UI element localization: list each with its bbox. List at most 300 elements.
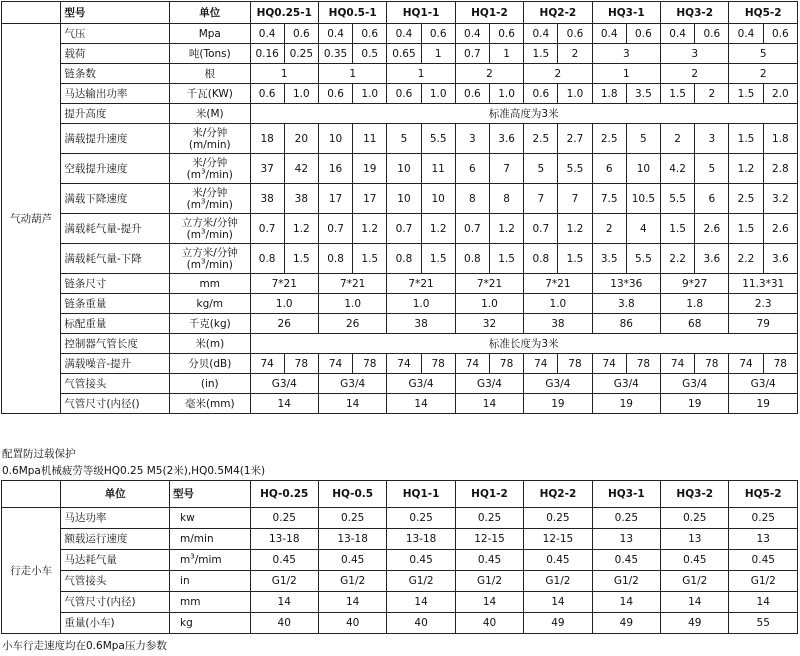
row-label: 重量(小车) xyxy=(61,613,170,634)
row-unit xyxy=(170,184,251,214)
value-cell: 12-15 xyxy=(524,529,592,550)
value-cell: 0.8 xyxy=(524,244,558,274)
value-cell: 74 xyxy=(524,354,558,374)
value-cell: G3/4 xyxy=(729,374,798,394)
value-cell: 3 xyxy=(455,124,489,154)
row-unit xyxy=(170,550,251,571)
value-cell: 13 xyxy=(592,529,660,550)
unit-text-line2: (m xyxy=(186,228,201,241)
model-header: HQ3-2 xyxy=(661,481,729,508)
value-cell: 3.5 xyxy=(592,244,626,274)
value-cell: 74 xyxy=(455,354,489,374)
value-cell: 0.4 xyxy=(250,24,284,44)
value-cell: 1.8 xyxy=(661,294,729,314)
value-cell: 0.7 xyxy=(318,214,352,244)
row-label: 气管接头 xyxy=(61,571,170,592)
trolley-row xyxy=(2,613,798,634)
value-cell: 14 xyxy=(318,394,386,414)
note-fatigue: 0.6Mpa机械疲劳等级HQ0.25 M5(2米),HQ0.5M4(1米) xyxy=(2,465,266,477)
unit-text: 米(M) xyxy=(195,107,224,120)
hoist-spec-table xyxy=(1,1,798,414)
row-unit xyxy=(170,244,251,274)
unit-superscript: 3 xyxy=(200,257,206,265)
value-cell: 0.45 xyxy=(661,550,729,571)
value-cell: 14 xyxy=(250,592,318,613)
value-cell: 2.6 xyxy=(763,214,797,244)
value-cell: 14 xyxy=(455,394,523,414)
value-cell: 0.8 xyxy=(318,244,352,274)
spec-row xyxy=(2,294,798,314)
row-label: 额载运行速度 xyxy=(61,529,170,550)
value-cell: 5.5 xyxy=(661,184,695,214)
row-label: 载荷 xyxy=(61,44,170,64)
model-header: HQ1-2 xyxy=(455,2,523,24)
value-cell: 18 xyxy=(250,124,284,154)
value-cell: 5 xyxy=(729,44,798,64)
spec-row xyxy=(2,394,798,414)
value-cell: 10 xyxy=(318,124,352,154)
value-cell: 1.0 xyxy=(353,84,387,104)
unit-text: mm xyxy=(199,277,221,290)
value-cell: 19 xyxy=(353,154,387,184)
value-cell: 1.2 xyxy=(489,214,523,244)
value-cell: 5 xyxy=(524,154,558,184)
row-unit xyxy=(170,314,251,334)
value-cell: 1.2 xyxy=(284,214,318,244)
value-cell: 1.0 xyxy=(489,84,523,104)
value-cell: 3.5 xyxy=(626,84,660,104)
value-cell: 13-18 xyxy=(318,529,386,550)
value-cell: 标准高度为3米 xyxy=(250,104,797,124)
value-cell: 2.0 xyxy=(763,84,797,104)
value-cell: 74 xyxy=(387,354,421,374)
value-cell: 38 xyxy=(524,314,592,334)
value-cell: 38 xyxy=(387,314,455,334)
value-cell: 7*21 xyxy=(455,274,523,294)
value-cell: 1.5 xyxy=(421,244,455,274)
value-cell: 14 xyxy=(661,592,729,613)
unit-text-end: /min) xyxy=(205,228,233,241)
model-header: HQ0.25-1 xyxy=(250,2,318,24)
value-cell: 8 xyxy=(455,184,489,214)
value-cell: 2 xyxy=(592,214,626,244)
model-header: HQ5-2 xyxy=(729,481,798,508)
unit-text: 分贝(dB) xyxy=(188,357,232,370)
row-label: 气压 xyxy=(61,24,170,44)
header-model: 型号 xyxy=(61,2,170,24)
value-cell: 11 xyxy=(353,124,387,154)
spec-row xyxy=(2,354,798,374)
value-cell: 1.2 xyxy=(421,214,455,244)
row-unit xyxy=(170,394,251,414)
value-cell: 0.4 xyxy=(524,24,558,44)
value-cell: 49 xyxy=(661,613,729,634)
value-cell: 7.5 xyxy=(592,184,626,214)
value-cell: 0.4 xyxy=(592,24,626,44)
value-cell: 0.7 xyxy=(455,214,489,244)
value-cell: 0.8 xyxy=(387,244,421,274)
spec-row xyxy=(2,244,798,274)
value-cell: 3 xyxy=(661,44,729,64)
row-label: 满载下降速度 xyxy=(61,184,170,214)
value-cell: G3/4 xyxy=(250,374,318,394)
value-cell: 0.25 xyxy=(524,508,592,529)
value-cell: 3.2 xyxy=(763,184,797,214)
value-cell: 7*21 xyxy=(318,274,386,294)
value-cell: 2.3 xyxy=(729,294,798,314)
unit-text: 米/分钟 xyxy=(192,126,228,139)
row-unit xyxy=(170,154,251,184)
spec-row xyxy=(2,84,798,104)
value-cell: 1 xyxy=(421,44,455,64)
value-cell: G3/4 xyxy=(318,374,386,394)
value-cell: 0.25 xyxy=(318,508,386,529)
value-cell: 37 xyxy=(250,154,284,184)
value-cell: G1/2 xyxy=(729,571,798,592)
model-header: HQ2-2 xyxy=(524,481,592,508)
spec-row xyxy=(2,334,798,354)
value-cell: 0.6 xyxy=(250,84,284,104)
value-cell: 13-18 xyxy=(250,529,318,550)
row-unit xyxy=(170,294,251,314)
value-cell: 2 xyxy=(455,64,523,84)
value-cell: 10 xyxy=(626,154,660,184)
unit-text: Mpa xyxy=(198,27,221,40)
model-header: HQ1-1 xyxy=(387,2,455,24)
value-cell: 14 xyxy=(592,592,660,613)
row-unit xyxy=(170,334,251,354)
model-header: HQ1-1 xyxy=(387,481,455,508)
unit-text: 米/分钟 xyxy=(192,156,228,169)
value-cell: 1 xyxy=(592,64,660,84)
row-label: 马达耗气量 xyxy=(61,550,170,571)
value-cell: 68 xyxy=(661,314,729,334)
trolley-row xyxy=(2,550,798,571)
row-unit xyxy=(170,104,251,124)
unit-text: 吨(Tons) xyxy=(188,47,231,60)
unit-superscript: 3 xyxy=(200,227,206,235)
value-cell: 1.5 xyxy=(729,214,763,244)
value-cell: 7 xyxy=(558,184,592,214)
value-cell: 74 xyxy=(250,354,284,374)
model-header: HQ2-2 xyxy=(524,2,592,24)
row-unit xyxy=(170,508,251,529)
value-cell: 40 xyxy=(455,613,523,634)
footer-note: 小车行走速度均在0.6Mpa压力参数 xyxy=(2,640,167,652)
value-cell: 0.16 xyxy=(250,44,284,64)
value-cell: 2.2 xyxy=(661,244,695,274)
value-cell: 0.7 xyxy=(250,214,284,244)
value-cell: 5.5 xyxy=(626,244,660,274)
value-cell: 0.35 xyxy=(318,44,352,64)
row-unit xyxy=(170,124,251,154)
value-cell: 2 xyxy=(524,64,592,84)
value-cell: 8 xyxy=(489,184,523,214)
unit-text-end: /min) xyxy=(205,258,233,271)
row-unit xyxy=(170,354,251,374)
unit-text: 毫米(mm) xyxy=(184,397,235,410)
row-label: 气管接头 xyxy=(61,374,170,394)
value-cell: G1/2 xyxy=(455,571,523,592)
value-cell: 0.6 xyxy=(695,24,729,44)
value-cell: 1.0 xyxy=(455,294,523,314)
row-unit xyxy=(170,592,251,613)
value-cell: 0.6 xyxy=(284,24,318,44)
value-cell: G3/4 xyxy=(661,374,729,394)
value-cell: 7*21 xyxy=(250,274,318,294)
value-cell: 1.0 xyxy=(524,294,592,314)
value-cell: 19 xyxy=(524,394,592,414)
row-label: 标配重量 xyxy=(61,314,170,334)
value-cell: 40 xyxy=(387,613,455,634)
value-cell: 78 xyxy=(353,354,387,374)
row-label: 链条尺寸 xyxy=(61,274,170,294)
value-cell: 1.0 xyxy=(318,294,386,314)
unit-text: 立方米/分钟 xyxy=(181,216,238,229)
unit-text: mm xyxy=(180,596,201,608)
unit-superscript: 3 xyxy=(200,167,206,175)
row-label: 马达功率 xyxy=(61,508,170,529)
value-cell: 13-18 xyxy=(387,529,455,550)
spec-row xyxy=(2,214,798,244)
value-cell: 0.45 xyxy=(455,550,523,571)
row-label: 气管尺寸(内径() xyxy=(61,394,170,414)
model-header: HQ-0.5 xyxy=(318,481,386,508)
header-unit: 单位 xyxy=(61,481,170,508)
unit-text: 千克(kg) xyxy=(188,317,231,330)
value-cell: 78 xyxy=(421,354,455,374)
value-cell: 0.4 xyxy=(661,24,695,44)
spec-row xyxy=(2,24,798,44)
value-cell: 1.8 xyxy=(592,84,626,104)
value-cell: 6 xyxy=(455,154,489,184)
row-unit xyxy=(170,613,251,634)
value-cell: 2 xyxy=(661,124,695,154)
blank-corner xyxy=(2,2,61,24)
model-header: HQ3-1 xyxy=(592,481,660,508)
unit-text: 根 xyxy=(204,67,216,80)
unit-superscript: 3 xyxy=(190,552,195,561)
value-cell: 10 xyxy=(421,184,455,214)
model-header: HQ-0.25 xyxy=(250,481,318,508)
value-cell: 78 xyxy=(489,354,523,374)
value-cell: 0.6 xyxy=(353,24,387,44)
model-header: HQ3-2 xyxy=(661,2,729,24)
value-cell: 11.3*31 xyxy=(729,274,798,294)
value-cell: 0.6 xyxy=(558,24,592,44)
value-cell: 5.5 xyxy=(421,124,455,154)
trolley-row xyxy=(2,508,798,529)
value-cell: 3.6 xyxy=(695,244,729,274)
value-cell: 2 xyxy=(729,64,798,84)
row-unit xyxy=(170,571,251,592)
value-cell: 1.0 xyxy=(284,84,318,104)
row-unit xyxy=(170,274,251,294)
unit-text-end: /mim xyxy=(194,554,222,566)
row-unit xyxy=(170,529,251,550)
value-cell: 1 xyxy=(250,64,318,84)
unit-text: in xyxy=(180,575,190,587)
unit-text-end: /min) xyxy=(205,198,233,211)
unit-text-line2: (m xyxy=(186,198,201,211)
value-cell: 14 xyxy=(318,592,386,613)
value-cell: 1.5 xyxy=(729,84,763,104)
value-cell: 3.6 xyxy=(489,124,523,154)
trolley-row xyxy=(2,571,798,592)
value-cell: 0.8 xyxy=(455,244,489,274)
value-cell: 14 xyxy=(387,592,455,613)
value-cell: 55 xyxy=(729,613,798,634)
value-cell: G1/2 xyxy=(524,571,592,592)
value-cell: 0.4 xyxy=(455,24,489,44)
value-cell: 1 xyxy=(318,64,386,84)
value-cell: 3 xyxy=(592,44,660,64)
value-cell: 74 xyxy=(318,354,352,374)
value-cell: 2.5 xyxy=(592,124,626,154)
unit-text: kg xyxy=(180,617,193,629)
value-cell: 1.5 xyxy=(729,124,763,154)
unit-text-end: /min) xyxy=(205,168,233,181)
section-label: 行走小车 xyxy=(2,508,61,634)
value-cell: G3/4 xyxy=(592,374,660,394)
value-cell: 26 xyxy=(318,314,386,334)
value-cell: 14 xyxy=(455,592,523,613)
value-cell: 0.25 xyxy=(661,508,729,529)
value-cell: 0.5 xyxy=(353,44,387,64)
value-cell: 0.6 xyxy=(763,24,797,44)
row-unit xyxy=(170,64,251,84)
value-cell: 3.8 xyxy=(592,294,660,314)
value-cell: 2.8 xyxy=(763,154,797,184)
unit-text: m/min xyxy=(180,533,214,545)
value-cell: G1/2 xyxy=(387,571,455,592)
unit-text: 立方米/分钟 xyxy=(181,246,238,259)
value-cell: G1/2 xyxy=(592,571,660,592)
value-cell: 1.0 xyxy=(387,294,455,314)
row-label: 提升高度 xyxy=(61,104,170,124)
section-label: 气动葫芦 xyxy=(2,24,61,414)
value-cell: 13*36 xyxy=(592,274,660,294)
value-cell: 17 xyxy=(318,184,352,214)
value-cell: 78 xyxy=(626,354,660,374)
value-cell: G1/2 xyxy=(318,571,386,592)
value-cell: 19 xyxy=(661,394,729,414)
value-cell: 0.25 xyxy=(455,508,523,529)
value-cell: 0.6 xyxy=(387,84,421,104)
value-cell: 标准长度为3米 xyxy=(250,334,797,354)
value-cell: 0.6 xyxy=(318,84,352,104)
header-unit: 单位 xyxy=(170,2,251,24)
value-cell: 2.2 xyxy=(729,244,763,274)
row-unit xyxy=(170,44,251,64)
value-cell: 0.65 xyxy=(387,44,421,64)
row-label: 空载提升速度 xyxy=(61,154,170,184)
value-cell: G3/4 xyxy=(524,374,592,394)
value-cell: 3.6 xyxy=(763,244,797,274)
value-cell: 19 xyxy=(592,394,660,414)
value-cell: 10.5 xyxy=(626,184,660,214)
value-cell: 1.0 xyxy=(421,84,455,104)
value-cell: 0.7 xyxy=(387,214,421,244)
value-cell: 1 xyxy=(489,44,523,64)
value-cell: 10 xyxy=(387,184,421,214)
row-unit xyxy=(170,374,251,394)
value-cell: 4 xyxy=(626,214,660,244)
spec-row xyxy=(2,184,798,214)
value-cell: 0.45 xyxy=(387,550,455,571)
note-overload: 配置防过载保护 xyxy=(2,448,76,460)
model-header: HQ3-1 xyxy=(592,2,660,24)
value-cell: 0.25 xyxy=(592,508,660,529)
spec-row xyxy=(2,274,798,294)
model-header: HQ1-2 xyxy=(455,481,523,508)
value-cell: 0.7 xyxy=(455,44,489,64)
value-cell: 13 xyxy=(729,529,798,550)
spec-row xyxy=(2,374,798,394)
value-cell: 5.5 xyxy=(558,154,592,184)
value-cell: 78 xyxy=(284,354,318,374)
blank-corner xyxy=(2,481,61,508)
value-cell: 49 xyxy=(592,613,660,634)
value-cell: 14 xyxy=(250,394,318,414)
value-cell: 14 xyxy=(524,592,592,613)
value-cell: 1.5 xyxy=(558,244,592,274)
value-cell: 5 xyxy=(695,154,729,184)
value-cell: 1.5 xyxy=(524,44,558,64)
row-unit xyxy=(170,24,251,44)
row-label: 满载耗气量-提升 xyxy=(61,214,170,244)
value-cell: 0.45 xyxy=(592,550,660,571)
value-cell: 0.6 xyxy=(455,84,489,104)
trolley-row xyxy=(2,529,798,550)
value-cell: 0.25 xyxy=(250,508,318,529)
header-model: 型号 xyxy=(170,481,251,508)
unit-text: 米/分钟 xyxy=(192,186,228,199)
value-cell: 1.5 xyxy=(661,214,695,244)
value-cell: 1.8 xyxy=(763,124,797,154)
value-cell: 1.0 xyxy=(558,84,592,104)
row-unit xyxy=(170,214,251,244)
value-cell: 1.5 xyxy=(489,244,523,274)
value-cell: 2.6 xyxy=(695,214,729,244)
row-label: 满载噪音-提升 xyxy=(61,354,170,374)
model-header: HQ5-2 xyxy=(729,2,798,24)
unit-text-line2: (m xyxy=(186,168,201,181)
value-cell: G3/4 xyxy=(455,374,523,394)
value-cell: 2 xyxy=(695,84,729,104)
row-label: 满载耗气量-下降 xyxy=(61,244,170,274)
value-cell: 26 xyxy=(250,314,318,334)
value-cell: 5 xyxy=(387,124,421,154)
value-cell: 1.0 xyxy=(250,294,318,314)
value-cell: 11 xyxy=(421,154,455,184)
spec-row xyxy=(2,104,798,124)
value-cell: 13 xyxy=(661,529,729,550)
row-unit xyxy=(170,84,251,104)
value-cell: 10 xyxy=(387,154,421,184)
value-cell: 0.6 xyxy=(421,24,455,44)
value-cell: 38 xyxy=(250,184,284,214)
trolley-row xyxy=(2,592,798,613)
value-cell: 0.45 xyxy=(524,550,592,571)
spec-row xyxy=(2,154,798,184)
value-cell: 42 xyxy=(284,154,318,184)
value-cell: 5 xyxy=(626,124,660,154)
value-cell: 0.4 xyxy=(318,24,352,44)
value-cell: 0.45 xyxy=(318,550,386,571)
value-cell: 7*21 xyxy=(524,274,592,294)
value-cell: G3/4 xyxy=(387,374,455,394)
